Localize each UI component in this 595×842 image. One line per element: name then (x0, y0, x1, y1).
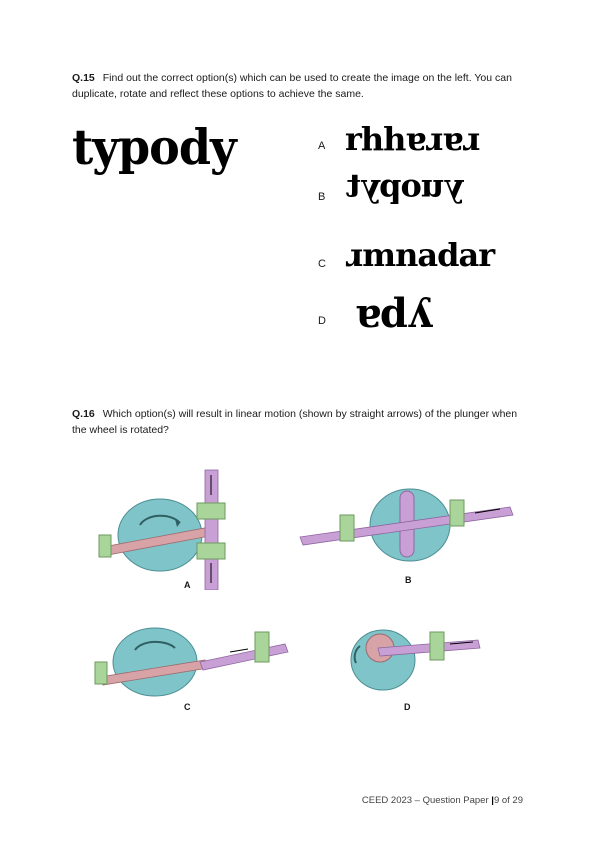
mechanism-a-label[interactable]: A (184, 580, 191, 590)
q15-option-d-image[interactable]: ɐdʎ (355, 290, 432, 337)
mechanism-b[interactable] (295, 485, 520, 570)
q15-option-c-image[interactable]: ɹmnadar (345, 236, 495, 274)
page-footer (362, 795, 523, 806)
question-16-text: Which option(s) will result in linear motion (shown by straight arrows) of the plunger when the wheel is rotated? (72, 408, 518, 436)
q15-option-a-image[interactable]: rhhɐɹɐɹ (345, 120, 480, 158)
footer-page: 9 of 29 (493, 795, 523, 806)
q15-option-d-letter[interactable]: D (318, 315, 326, 327)
mechanism-c[interactable] (90, 622, 290, 702)
q15-main-ambigram: typody (72, 118, 236, 176)
question-16 (72, 406, 532, 438)
q15-option-b-image[interactable]: ʇʎdonʎ (345, 172, 463, 210)
question-15-text: Find out the correct option(s) which can be used to create the image on the left. You can duplicate, rotate and reflect these options to achieve the same. (72, 72, 512, 100)
mechanism-d-label[interactable]: D (404, 702, 411, 712)
question-15 (72, 70, 532, 102)
footer-separator: | (491, 795, 494, 806)
q15-option-c-letter[interactable]: C (318, 258, 326, 270)
footer-exam: CEED 2023 – Question Paper (361, 795, 489, 806)
mechanism-a[interactable] (95, 465, 245, 590)
q15-option-a-letter[interactable]: A (318, 140, 326, 152)
mechanism-d[interactable] (338, 618, 488, 698)
mechanism-b-label[interactable]: B (405, 575, 412, 585)
q15-option-b-letter[interactable]: B (318, 191, 326, 203)
question-15-number: Q.15 (72, 72, 95, 84)
mechanism-c-label[interactable]: C (184, 702, 191, 712)
question-16-number: Q.16 (72, 408, 95, 420)
